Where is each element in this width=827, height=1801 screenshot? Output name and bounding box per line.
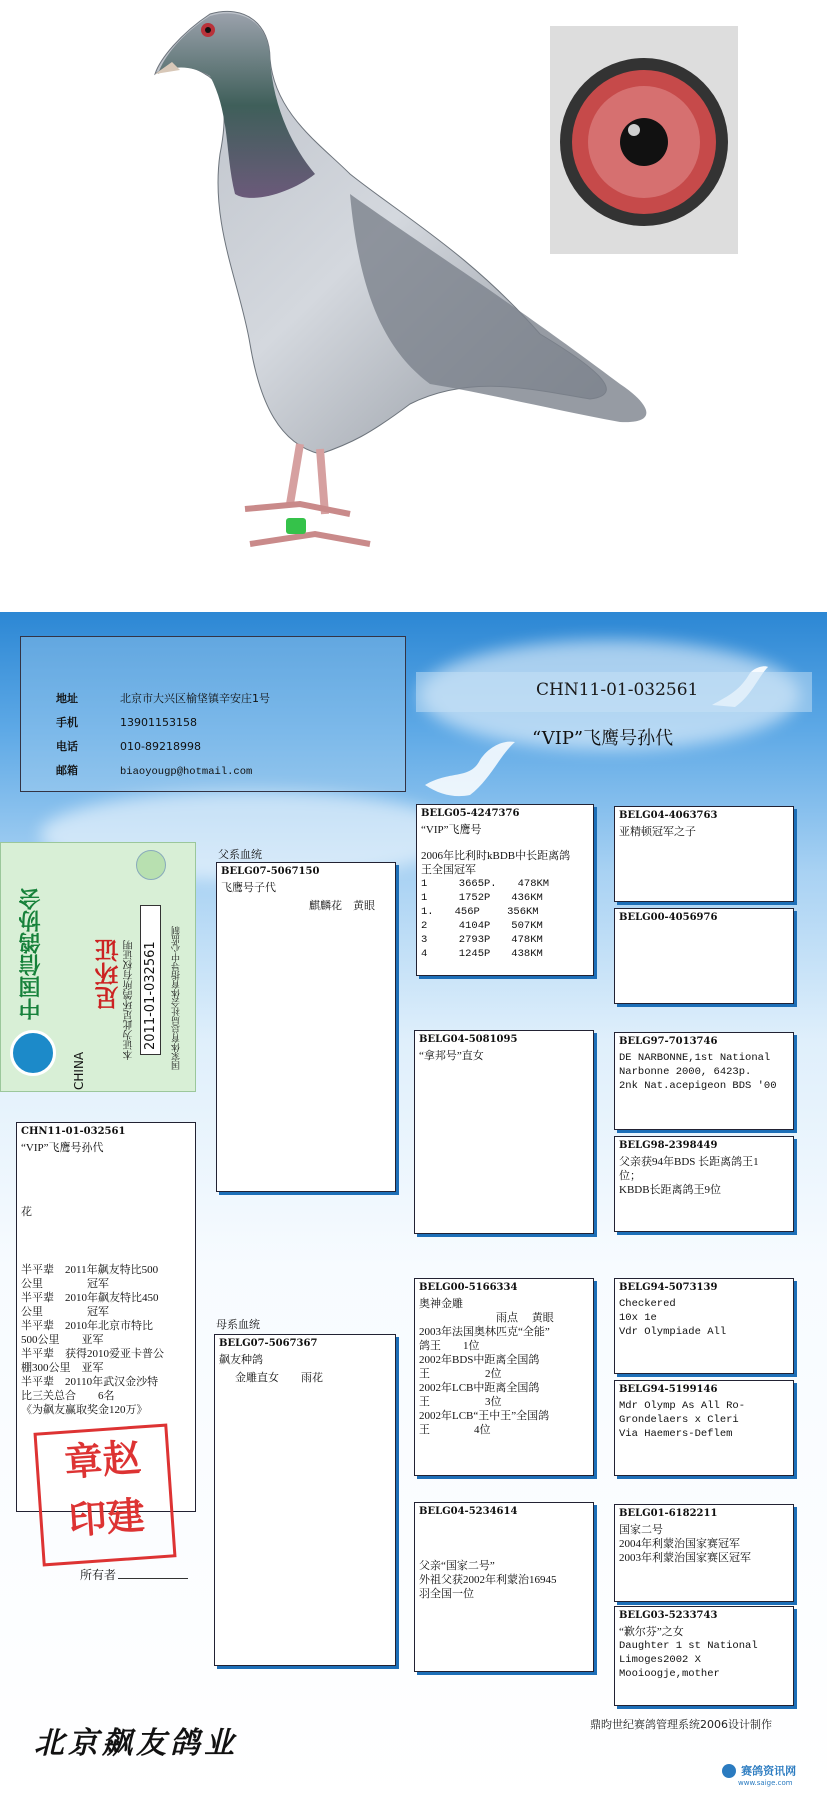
watermark-logo-icon xyxy=(722,1764,736,1778)
great-grandparent-line: 2003年利蒙治国家赛区冠军 xyxy=(619,1552,751,1564)
grandsire-1-ring: BELG05-4247376 xyxy=(421,808,520,819)
watermark-url: www.saige.com xyxy=(738,1779,793,1787)
great-grandparent-ring: BELG98-2398449 xyxy=(619,1140,718,1151)
great-grandparent-box xyxy=(614,1606,794,1706)
great-grandparent-line: Daughter 1 st National xyxy=(619,1640,758,1652)
granddam-2-box xyxy=(414,1502,594,1672)
granddam-2-line: 父亲“国家二号” xyxy=(419,1560,495,1572)
grandsire-2-name: 奥神金雕 xyxy=(419,1298,463,1310)
sire-ring: BELG07-5067150 xyxy=(221,866,320,877)
great-grandparent-ring: BELG01-6182211 xyxy=(619,1508,718,1519)
dam-box xyxy=(214,1334,396,1666)
great-grandparent-line: Limoges2002 X xyxy=(619,1654,701,1666)
great-grandparent-ring: BELG94-5199146 xyxy=(619,1384,718,1395)
great-grandparent-line: KBDB长距离鸽王9位 xyxy=(619,1184,722,1196)
great-grandparent-line: Narbonne 2000, 6423p. xyxy=(619,1066,752,1078)
certificate-ring-number: 2011-01-032561 xyxy=(140,905,161,1055)
header-ring: CHN11-01-032561 xyxy=(536,680,699,700)
grandsire-2-line: 雨点 黄眼 xyxy=(419,1312,554,1324)
granddam-1-box xyxy=(414,1030,594,1234)
subject-line: 半平辈 2010年飙友特比450 xyxy=(21,1292,159,1304)
great-grandparent-ring: BELG03-5233743 xyxy=(619,1610,718,1621)
sire-color: 麒麟花 黄眼 xyxy=(309,900,375,912)
grandsire-1-line: 2006年比利时kBDB中长距离鸽 xyxy=(421,850,571,862)
sire-name: 飞鹰号子代 xyxy=(221,882,276,894)
great-grandparent-line: 位； xyxy=(619,1170,641,1182)
watermark xyxy=(722,1760,822,1796)
grandsire-2-line: 2002年LCB中距离全国鸽 xyxy=(419,1382,540,1394)
great-grandparent-box xyxy=(614,1380,794,1476)
granddam-2-line: 羽全国一位 xyxy=(419,1588,474,1600)
contact-mobile: 手机 13901153158 xyxy=(56,716,197,729)
grandsire-1-name: “VIP”飞鹰号 xyxy=(421,824,482,836)
subject-name: “VIP”飞鹰号孙代 xyxy=(21,1142,104,1154)
great-grandparent-line: Checkered xyxy=(619,1298,676,1310)
header-title: “VIP”飞鹰号孙代 xyxy=(532,728,674,749)
grandsire-1-line: 1 1752P 436KM xyxy=(421,892,543,904)
seal-stamp xyxy=(33,1423,176,1566)
great-grandparent-line: Mooioogje,mother xyxy=(619,1668,720,1680)
dam-ring: BELG07-5067367 xyxy=(219,1338,318,1349)
pigeon-photo xyxy=(150,4,740,582)
contact-phone: 电话 010-89218998 xyxy=(56,740,201,753)
seal-line: 章赵 xyxy=(63,1434,143,1485)
great-grandparent-line: “歉尔芬”之女 xyxy=(619,1626,684,1638)
footer-brand: 北京飙友鸽业 xyxy=(34,1726,238,1761)
watermark-text: 赛鸽资讯网 xyxy=(741,1764,797,1778)
grandsire-2-line: 2002年LCB“王中王”全国鸽 xyxy=(419,1410,550,1422)
subject-line: 公里 冠军 xyxy=(21,1278,109,1290)
subject-line: 公里 冠军 xyxy=(21,1306,109,1318)
subject-line: 《为飙友赢取奖金120万》 xyxy=(21,1404,148,1416)
contact-email: 邮箱 biaoyougp@hotmail.com xyxy=(56,764,253,778)
grandsire-2-line: 2003年法国奥林匹克“全能” xyxy=(419,1326,550,1338)
certificate-line2: 国家体育总局社会体育指导中心监制 xyxy=(172,926,182,1070)
grandsire-2-line: 2002年BDS中距离全国鸽 xyxy=(419,1354,540,1366)
grandsire-1-line: 2 4104P 507KM xyxy=(421,920,543,932)
subject-line: 棚300公里 亚军 xyxy=(21,1362,104,1374)
great-grandparent-line: DE NARBONNE,1st National xyxy=(619,1052,771,1064)
great-grandparent-box xyxy=(614,1504,794,1602)
granddam-1-name: “拿邦号”直女 xyxy=(419,1050,484,1062)
certificate-hologram-icon xyxy=(136,850,166,880)
great-grandparent-line: 10x 1e xyxy=(619,1312,657,1324)
granddam-1-ring: BELG04-5081095 xyxy=(419,1034,518,1045)
granddam-2-line: 外祖父获2002年利蒙治16945 xyxy=(419,1574,557,1586)
grandsire-1-line: 3 2793P 478KM xyxy=(421,934,543,946)
great-grandparent-box xyxy=(614,1032,794,1130)
grandsire-2-box xyxy=(414,1278,594,1476)
subject-line: 半平辈 20110年武汉金沙特 xyxy=(21,1376,159,1388)
subject-line: 半平辈 获得2010爱亚卡普公 xyxy=(21,1348,164,1360)
contact-address: 地址 北京市大兴区榆垡镇辛安庄1号 xyxy=(56,692,270,705)
certificate-line1: 本证为此足环鸽所有权证明 xyxy=(124,940,135,1060)
grandsire-1-line: 1 3665P. 478KM xyxy=(421,878,550,890)
great-grandparent-line: Via Haemers-Deflem xyxy=(619,1428,733,1440)
great-grandparent-line: 父亲获94年BDS 长距离鸽王1 xyxy=(619,1156,759,1168)
father-section-label: 父系血统 xyxy=(218,848,262,861)
great-grandparent-line: 2004年利蒙治国家赛冠军 xyxy=(619,1538,740,1550)
dam-name: 飙友种鸽 xyxy=(219,1354,263,1366)
certificate-org: 中国信鸽协会 xyxy=(19,888,44,1020)
great-grandparent-line: 2nk Nat.acepigeon BDS '00 xyxy=(619,1080,777,1092)
subject-color: 花 xyxy=(21,1206,32,1218)
subject-line: 比三关总合 6名 xyxy=(21,1390,115,1402)
grandsire-1-line: 1. 456P 356KM xyxy=(421,906,539,918)
great-grandparent-ring: BELG94-5073139 xyxy=(619,1282,718,1293)
grandsire-2-line: 鸽王 1位 xyxy=(419,1340,480,1352)
great-grandparent-line: 亚精顿冠军之子 xyxy=(619,826,696,838)
great-grandparent-box xyxy=(614,1136,794,1232)
great-grandparent-box xyxy=(614,806,794,902)
footer-system: 鼎昀世纪赛鸽管理系统2006设计制作 xyxy=(590,1718,772,1731)
great-grandparent-line: 国家二号 xyxy=(619,1524,663,1536)
great-grandparent-line: Vdr Olympiade All xyxy=(619,1326,727,1338)
mother-section-label: 母系血统 xyxy=(216,1318,260,1331)
certificate-logo-icon xyxy=(10,1030,56,1076)
certificate-china: CHINA xyxy=(72,1051,86,1090)
dam-color: 金雕直女 雨花 xyxy=(235,1372,323,1384)
subject-line: 半平辈 2011年飙友特比500 xyxy=(21,1264,159,1276)
grandsire-1-line: 4 1245P 438KM xyxy=(421,948,543,960)
great-grandparent-ring: BELG00-4056976 xyxy=(619,912,718,923)
great-grandparent-line: Mdr Olymp As All Ro- xyxy=(619,1400,746,1412)
dove-silhouette-icon xyxy=(420,740,520,810)
great-grandparent-box xyxy=(614,1278,794,1374)
grandsire-2-line: 王 2位 xyxy=(419,1368,502,1380)
seal-line: 印建 xyxy=(67,1492,147,1543)
great-grandparent-ring: BELG97-7013746 xyxy=(619,1036,718,1047)
grandsire-2-ring: BELG00-5166334 xyxy=(419,1282,518,1293)
grandsire-2-line: 王 3位 xyxy=(419,1396,502,1408)
subject-line: 500公里 亚军 xyxy=(21,1334,104,1346)
grandsire-1-box xyxy=(416,804,594,976)
grandsire-1-line: 王全国冠军 xyxy=(421,864,476,876)
great-grandparent-box xyxy=(614,908,794,1004)
grandsire-2-line: 王 4位 xyxy=(419,1424,491,1436)
certificate-title: 足环证 xyxy=(95,938,123,1010)
owner-label: 所有者 xyxy=(80,1566,188,1583)
great-grandparent-ring: BELG04-4063763 xyxy=(619,810,718,821)
great-grandparent-line: Grondelaers x Cleri xyxy=(619,1414,739,1426)
granddam-2-ring: BELG04-5234614 xyxy=(419,1506,518,1517)
sire-box xyxy=(216,862,396,1192)
subject-line: 半平辈 2010年北京市特比 xyxy=(21,1320,153,1332)
subject-ring: CHN11-01-032561 xyxy=(21,1126,126,1137)
